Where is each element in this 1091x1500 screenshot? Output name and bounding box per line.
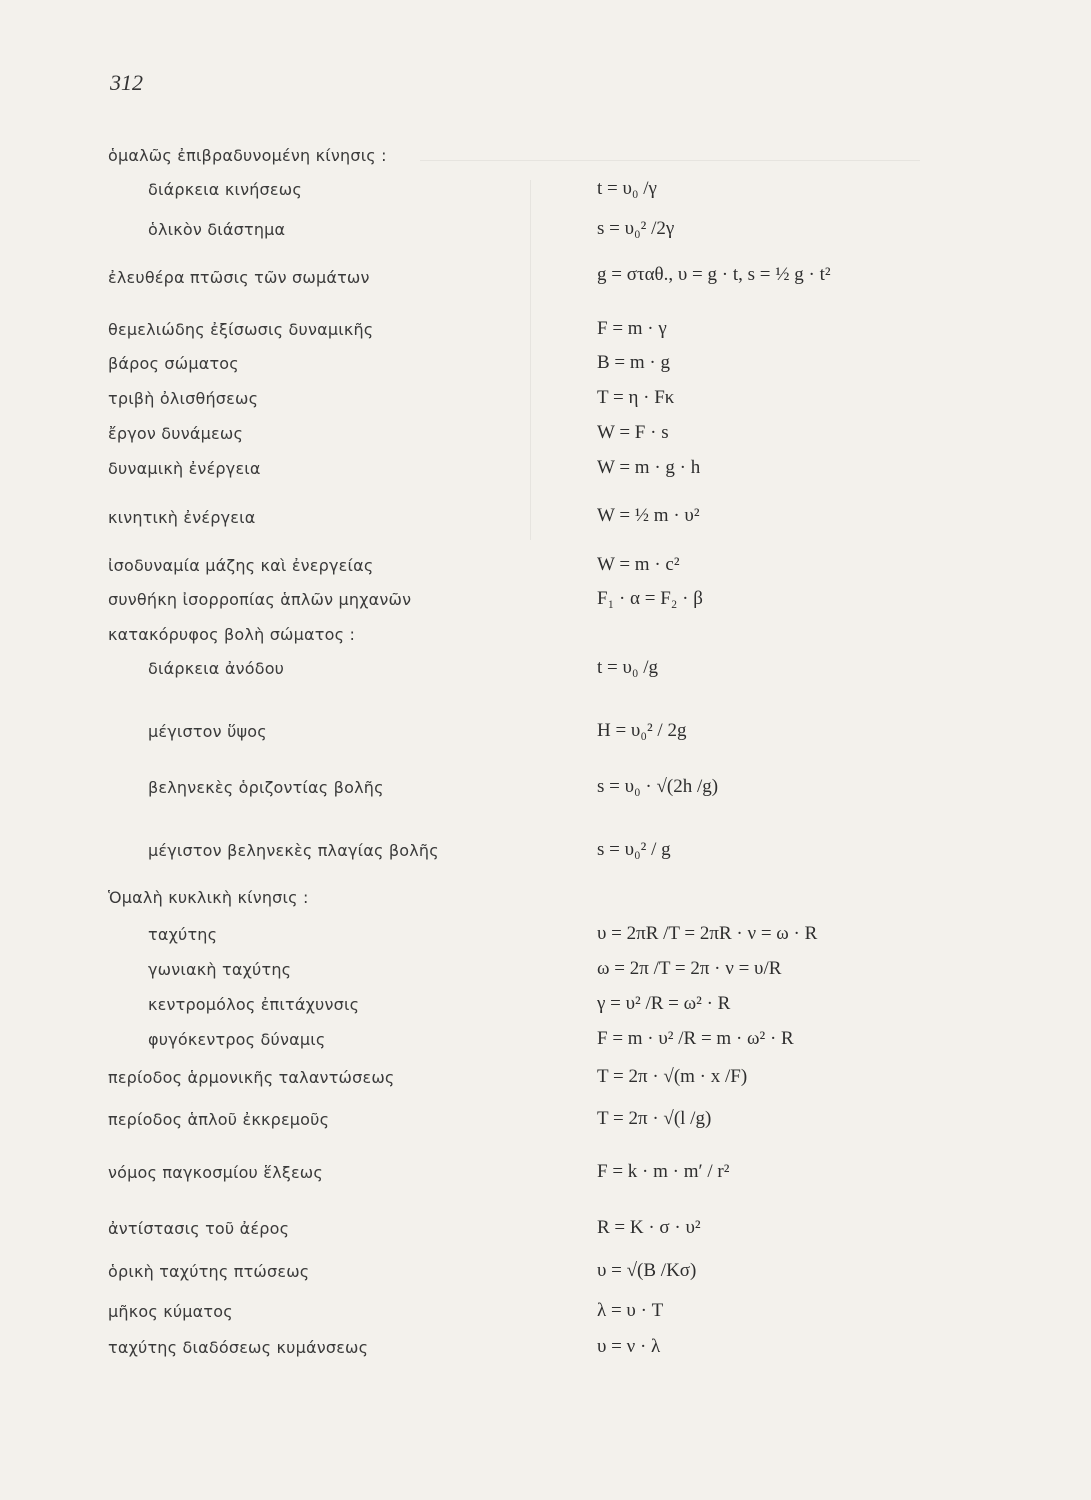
label-centripetal-acceleration: κεντρομόλος ἐπιτάχυνσις [148,995,360,1014]
label-wavelength: μῆκος κύματος [108,1302,233,1321]
label-work-of-force: ἔργον δυνάμεως [108,424,244,443]
formula-wave-speed: υ = ν · λ [597,1336,661,1357]
formula-kinetic-energy: W = ½ m · υ² [597,505,700,526]
ghost-divider [530,180,531,540]
formula-motion-duration: t = υ₀ /γ [597,178,657,199]
label-max-oblique-range: μέγιστον βεληνεκὲς πλαγίας βολῆς [148,841,439,860]
heading-decelerated-motion: ὁμαλῶς ἐπιβραδυνομένη κίνησις : [108,146,387,165]
label-kinetic-energy: κινητικὴ ἐνέργεια [108,508,256,527]
label-fundamental-equation: θεμελιώδης ἐξίσωσις δυναμικῆς [108,320,374,339]
heading-circular-motion: Ὁμαλὴ κυκλικὴ κίνησις : [108,888,309,907]
formula-sliding-friction: T = η · Fκ [597,387,675,408]
label-centrifugal-force: φυγόκεντρος δύναμις [148,1030,326,1049]
formula-pendulum-period: T = 2π · √(l /g) [597,1108,712,1129]
formula-speed: υ = 2πR /T = 2πR · ν = ω · R [597,923,818,944]
label-horizontal-range: βεληνεκὲς ὁριζοντίας βολῆς [148,778,384,797]
label-sliding-friction: τριβὴ ὀλισθήσεως [108,389,259,408]
formula-mass-energy: W = m · c² [597,554,680,575]
formula-wavelength: λ = υ · T [597,1300,664,1321]
formula-horizontal-range: s = υ₀ · √(2h /g) [597,776,719,797]
formula-fundamental-equation: F = m · γ [597,318,667,339]
ghost-rule [420,160,920,161]
label-ascent-duration: διάρκεια ἀνόδου [148,659,285,678]
heading-vertical-throw: κατακόρυφος βολὴ σώματος : [108,625,356,644]
label-total-distance: ὁλικὸν διάστημα [148,220,286,239]
formula-max-oblique-range: s = υ₀² / g [597,839,671,860]
formula-angular-speed: ω = 2π /T = 2π · ν = υ/R [597,958,782,979]
formula-air-resistance: R = K · σ · υ² [597,1217,701,1238]
formula-work-of-force: W = F · s [597,422,669,443]
page-number: 312 [110,70,143,95]
formula-max-height: H = υ₀² / 2g [597,720,687,741]
label-terminal-velocity: ὁρικὴ ταχύτης πτώσεως [108,1262,310,1281]
formula-harmonic-period: T = 2π · √(m · x /F) [597,1066,748,1087]
label-speed: ταχύτης [148,925,218,944]
label-harmonic-period: περίοδος ἁρμονικῆς ταλαντώσεως [108,1068,395,1087]
label-mass-energy: ἰσοδυναμία μάζης καὶ ἐνεργείας [108,556,374,575]
formula-gravitation-law: F = k · m · m′ / r² [597,1161,730,1182]
label-free-fall: ἐλευθέρα πτῶσις τῶν σωμάτων [108,268,370,287]
label-gravitation-law: νόμος παγκοσμίου ἕλξεως [108,1163,323,1182]
formula-terminal-velocity: υ = √(B /Kσ) [597,1260,697,1281]
formula-free-fall: g = σταθ., υ = g · t, s = ½ g · t² [597,264,831,285]
formula-body-weight: B = m · g [597,352,670,373]
label-pendulum-period: περίοδος ἁπλοῦ ἐκκρεμοῦς [108,1110,330,1129]
formula-simple-machines: F₁ · α = F₂ · β [597,588,703,609]
label-body-weight: βάρος σώματος [108,354,239,373]
label-wave-speed: ταχύτης διαδόσεως κυμάνσεως [108,1338,369,1357]
label-air-resistance: ἀντίστασις τοῦ ἀέρος [108,1219,290,1238]
formula-centripetal-acceleration: γ = υ² /R = ω² · R [597,993,731,1014]
formula-ascent-duration: t = υ₀ /g [597,657,659,678]
label-motion-duration: διάρκεια κινήσεως [148,180,302,199]
formula-total-distance: s = υ₀² /2γ [597,218,675,239]
label-max-height: μέγιστον ὕψος [148,722,267,741]
label-potential-energy: δυναμικὴ ἐνέργεια [108,459,261,478]
formula-potential-energy: W = m · g · h [597,457,701,478]
label-simple-machines: συνθήκη ἰσορροπίας ἁπλῶν μηχανῶν [108,590,412,609]
label-angular-speed: γωνιακὴ ταχύτης [148,960,292,979]
formula-centrifugal-force: F = m · υ² /R = m · ω² · R [597,1028,794,1049]
